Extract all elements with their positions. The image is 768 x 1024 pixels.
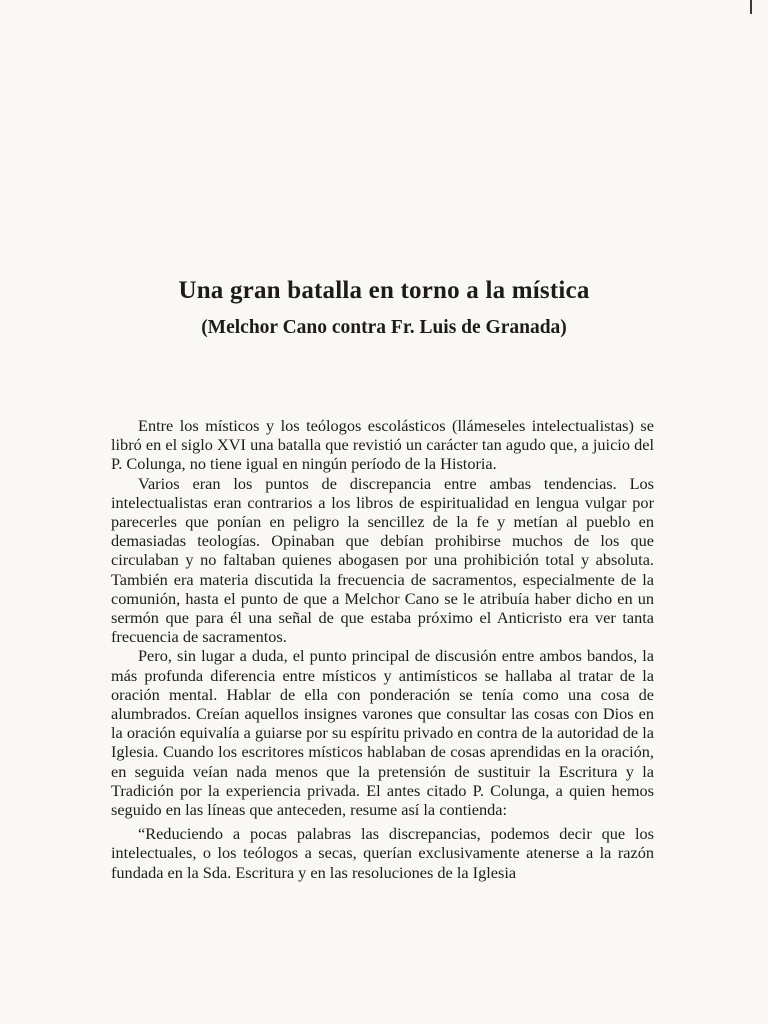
paragraph-2: Varios eran los puntos de discrepancia entre ambas tendencias. Los intelectualistas eran contrarios a los libros de espiritualidad en lengua vulgar por parecerles que ponían en peligro la sencillez de la fe y metían al pueblo en demasiadas teologías. Opinaban que debían prohibirse muchos de los que circulaban y no faltaban quienes abogasen por una prohibición total y absoluta. También era materia discutida la frecuencia de sacramentos, especialmente de la comunión, hasta el punto de que a Melchor Cano se le atribuía haber dicho en un sermón que para él una señal de que estaba próximo el Anticristo era ver tanta frecuencia de sacramentos. (111, 473, 654, 647)
paragraph-3: Pero, sin lugar a duda, el punto principal de discusión entre ambos bandos, la más profunda diferencia entre místicos y antimísticos se hallaba al tratar de la oración mental. Hablar de ella con ponderación se tenía como una cosa de alumbrados. Creían aquellos insignes varones que consultar las cosas con Dios en la oración equivalía a guiarse por su espíritu privado en contra de la autoridad de la Iglesia. Cuando los escritores místicos hablaban de cosas aprendidas en la oración, en seguida veían nada menos que la pretensión de sustituir la Escritura y la Tradición por la experiencia privada. El antes citado P. Colunga, a quien hemos seguido en las líneas que anteceden, resume así la contienda: (111, 646, 654, 820)
article-title: Una gran batalla en torno a la mística (178, 277, 590, 304)
paragraph-1: Entre los místicos y los teólogos escolásticos (llámeseles intelectualistas) se libró en el siglo XVI una batalla que revistió un carácter tan agudo que, a juicio del P. Colunga, no tiene igual en ningún período de la Historia. (111, 416, 654, 474)
paragraph-4-quote: “Reduciendo a pocas palabras las discrepancias, podemos decir que los intelectuales, o los teólogos a secas, querían exclusivamente atenerse a la razón fundada en la Sda. Escritura y en las resoluciones de la Iglesia (111, 824, 654, 882)
page-edge-mark (750, 0, 752, 14)
article-subtitle: (Melchor Cano contra Fr. Luis de Granada) (201, 317, 567, 338)
article-body (111, 416, 654, 882)
